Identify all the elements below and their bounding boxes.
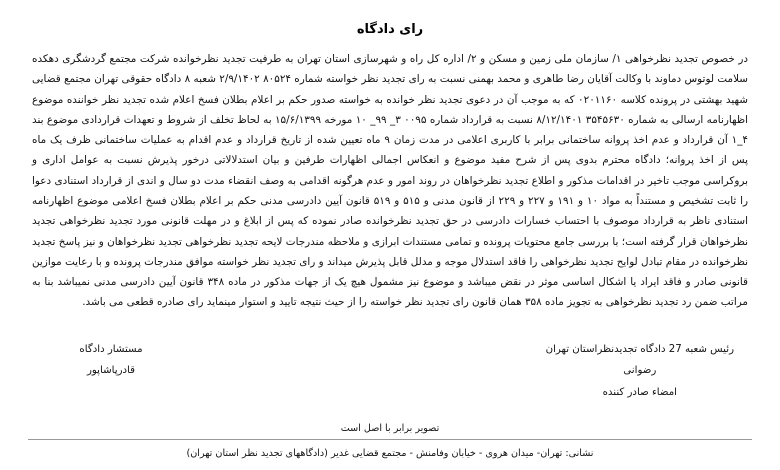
- certified-copy-stamp: تصویر برابر با اصل است: [340, 422, 440, 434]
- signature-presiding-judge: [546, 339, 734, 403]
- signature-advisor-judge: [46, 339, 176, 382]
- signature-block: [28, 339, 752, 403]
- footer-divider: [28, 439, 752, 440]
- signature-note: امضاء صادر کننده: [602, 386, 677, 398]
- signature-role: رئیس شعبه 27 دادگاه تجدیدنظراستان تهران: [545, 343, 734, 355]
- signature-role: مستشار دادگاه: [79, 343, 143, 355]
- judgment-body: [28, 49, 752, 313]
- signature-person: قادرپاشاپور: [86, 365, 136, 377]
- judgment-body-paragraph: در خصوص تجدید نظرخواهی ۱/ سازمان ملی زمین و مسکن و ۲/ اداره کل راه و شهرسازی استان تهران به طرفیت تجدید نظرخوانده شرکت مجتمع گردشگری دهکده سلامت لوتوس دماوند با وکالت آقایان رضا طاهری و محمد بهمنی نسبت به رای تجدید نظر خواسته شماره ۸۰۵۲۴ ۲/۹/۱۴۰۲ شعبه ۸ دادگاه حقوقی تهران مجتمع قضایی شهید بهشتی در پرونده کلاسه ۰۲۰۱۱۶۰ که به موجب آن در دعوی تجدید نظر خوانده به خواسته صدور حکم بر اعلام بطلان فسخ اعلام شده تجدید نظر خواننده موضوع اظهارنامه ارسالی به شماره ۳۵۴۵۶۳۰ ۸/۱۲/۱۴۰۱ نسبت به قرارداد شماره ۰۰۹۵ ۳_ ۹۹_ ۱۰ مورخه ۱۵/۶/۱۳۹۹ به لحاظ تخلف از شروط و تعهدات قراردادی موضوع بند ۴_۱ آن قرارداد و عدم اخذ پروانه ساختمانی برابر با کاربری اعلامی در مدت زمان ۹ ماه تعیین شده از تاریخ قرارداد و عدم اقدام به عملیات ساختمانی ظرف یک ماه پس از اخذ پروانه؛ دادگاه محترم بدوی پس از شرح مفید موضوع و انعکاس اجمالی اظهارات طرفین و بیان استدلالاتی درخور پذیرش نسبت به عوامل اداری و بروکراسی موجب تاخیر در اقدامات مذکور و اطلاع تجدید نظرخواهان در روند امور و عدم هرگونه اقدامی به وصف انقضاء مدت دو سال و اندی از قرارداد استنادی دعوا را ثابت تشخیص و مستنداً به مواد ۱۰ و ۱۹۱ و ۲۲۷ و ۲۲۹ از قانون مدنی و ۵۱۵ و ۵۱۹ قانون آیین دادرسی مدنی حکم بر اعلام بطلان فسخ اعلامی موضوع اظهارنامه استنادی ناظر به قرارداد موصوف با احتساب خسارات دادرسی در حق تجدید نظرخوانده صادر نموده که پس از ابلاغ و در مهلت قانونی مورد تجدید نظرخواهی تجدید نظرخواهان قرار گرفته است؛ با بررسی جامع محتویات پرونده و تمامی مستندات ابرازی و ملاحظه مندرجات لایحه تجدید نظرخواهی تجدید نظرخواهان و نیز پاسخ تجدید نظرخوانده در مقام تبادل لوایح تجدید نظرخواهی را فاقد استدلال موجه و مدلل قابل پذیرش میداند و رای تجدید نظر خواسته موافق مندرجات پرونده و با رعایت موازین قانونی صادر و فاقد ایراد یا اشکال اساسی موثر در نقض میباشد و موضوع نیز مشمول هیچ یک از جهات مذکور در ماده ۳۴۸ قانون آیین دادرسی مدنی نمیباشد بنا به مراتب ضمن رد تجدید نظرخواهی به تجویز ماده ۳۵۸ همان قانون رای تجدید نظر خواسته را از حیث نتیجه تایید و استوار مینماید رای صادره قطعی می باشد.: [32, 53, 749, 309]
- signature-person: رضوانی: [623, 365, 657, 377]
- document-footer: [0, 423, 780, 462]
- court-address: نشانی: تهران- میدان هروی - خیابان وفامنش - مجتمع قضایی غدیر (دادگاههای تجدید نظر استان تهران): [186, 447, 594, 459]
- page-title: رای دادگاه: [356, 22, 424, 37]
